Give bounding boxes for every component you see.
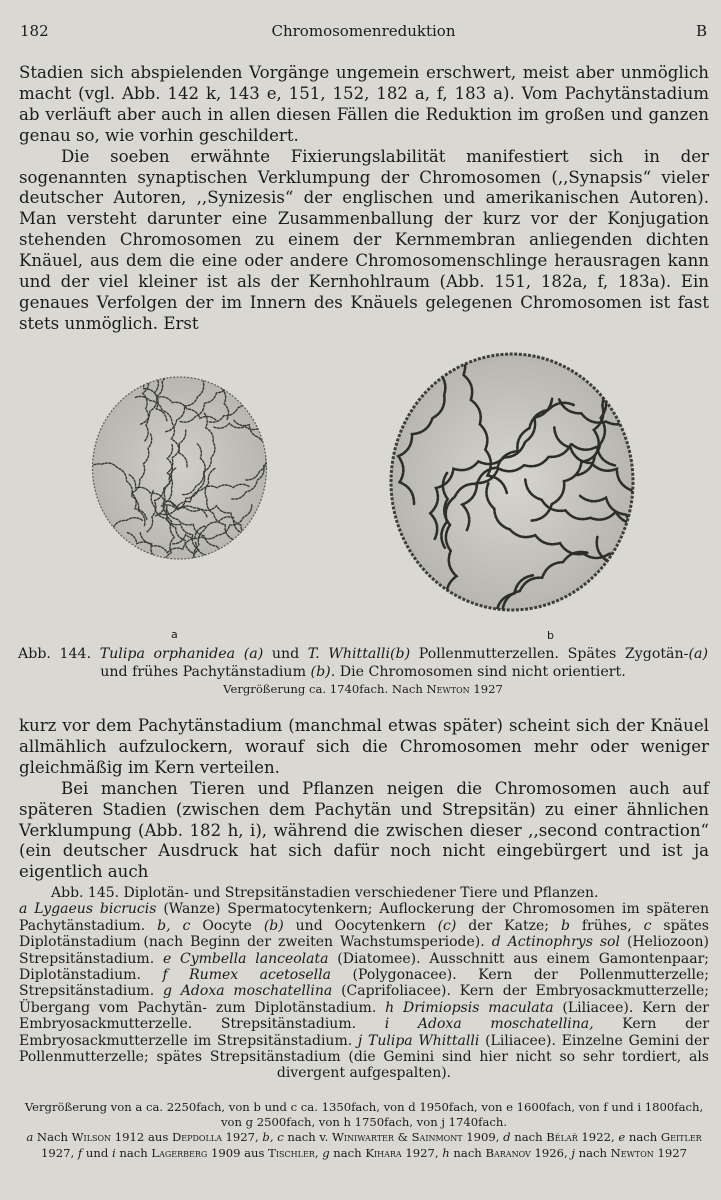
text-run: der Katze;: [456, 917, 561, 934]
text-run: und: [82, 1145, 112, 1160]
text-run: 1912 aus: [111, 1130, 172, 1145]
panel-mark: (a): [243, 646, 264, 662]
author-name: Depdolla: [171, 1130, 222, 1145]
text-run: 1926,: [530, 1145, 572, 1160]
text-run: (Caprifoliacee). Kern der Embryosackmutterzelle; Übergang vom Pachytän- zum Diplotänstadium.: [19, 983, 710, 1016]
caption-text: Pollenmutterzellen. Spätes Zygotän-: [418, 646, 689, 662]
italic-run: j: [571, 1145, 575, 1160]
body-text-top: [19, 63, 709, 335]
italic-run: a: [26, 1130, 34, 1145]
author-name: Baranov: [485, 1145, 531, 1160]
figure-145-credits: [19, 1100, 709, 1161]
page-header: [20, 22, 707, 44]
italic-run: a Lygaeus bicrucis: [19, 901, 157, 918]
author-name: Bělař: [546, 1130, 578, 1145]
italic-run: (c): [437, 917, 457, 934]
caption-body: [19, 901, 709, 1081]
italic-run: b, c: [262, 1130, 284, 1145]
caption-text: und frühes Pachytänstadium: [100, 663, 307, 680]
text-run: nach: [115, 1145, 152, 1160]
figure-label-b: b: [547, 629, 554, 642]
italic-run: b: [560, 917, 570, 934]
text-run: 1927: [653, 1145, 687, 1160]
caption-credit: Vergrößerung ca. 1740fach. Nach: [223, 682, 423, 696]
micrograph-b: [386, 349, 638, 615]
author-name: Lagerberg: [151, 1145, 208, 1160]
text-run: und Oocytenkern: [283, 917, 438, 934]
text-run: frühes,: [569, 917, 644, 934]
italic-run: b, c: [157, 917, 191, 934]
text-run: 1927,: [221, 1130, 263, 1145]
text-run: (Heliozoon) Strepsitänstadium.: [19, 934, 709, 967]
text-run: 1909 aus: [207, 1145, 269, 1160]
italic-run: f Rumex acetosella: [162, 967, 331, 984]
micrograph-a: [89, 374, 270, 562]
italic-run: i Adoxa moschatellina,: [384, 1016, 594, 1033]
italic-run: g: [322, 1145, 330, 1160]
caption-author: Newton: [426, 682, 470, 696]
italic-run: h Drimiopsis maculata: [385, 999, 554, 1016]
italic-run: (b): [263, 917, 284, 934]
caption-year: 1927: [473, 682, 503, 696]
italic-run: d: [503, 1130, 511, 1145]
text-run: (Polygonacee). Kern der Pollenmutterzelle; Strepsitänstadium.: [19, 967, 709, 1000]
author-name: Kihara: [365, 1145, 402, 1160]
italic-run: i: [111, 1145, 116, 1160]
italic-run: e Cymbella lanceolata: [162, 950, 329, 967]
italic-run: d Actinophrys sol: [491, 934, 620, 951]
paragraph: Stadien sich abspielenden Vorgänge ungemein erschwert, meist aber unmöglich macht (vgl. Abb. 142 k, 143 e, 151, 152, 182 a, f, 183 a). Vom Pachytänstadium ab verläuft aber auch in allen diesen Fällen die Reduktion im großen und ganzen genau so, wie vorhin geschildert.: [19, 63, 709, 145]
species-name: Tulipa orphanidea: [99, 646, 236, 662]
text-run: (Diatomee). Ausschnitt aus einem Gamontenpaar; Diplotänstadium.: [19, 950, 709, 984]
author-name: Wilson: [71, 1130, 112, 1145]
italic-run: c: [643, 917, 652, 934]
author-name: Winiwarter & Sainmont: [331, 1130, 463, 1145]
italic-run: f: [77, 1145, 83, 1160]
caption-text: Die Chromosomen sind nicht orientiert.: [339, 663, 626, 680]
italic-run: e: [618, 1130, 626, 1145]
figure-label-a: a: [171, 628, 178, 641]
italic-run: h: [442, 1145, 450, 1160]
caption-text: und: [271, 646, 300, 662]
text-run: 1927,: [401, 1145, 443, 1160]
paragraph: Bei manchen Tieren und Pflanzen neigen die Chromosomen auch auf späteren Stadien (zwischen dem Pachytän und Strepsitän) zu einer ähnlichen Verklumpung (Abb. 182 h, i), während die zwischen dieser ,,second contraction“ (ein deutscher Ausdruck hat sich dafür noch nicht eingebürgert und ist ja eigentlich auch: [19, 778, 709, 882]
text-run: nach: [510, 1130, 547, 1145]
text-run: nach: [625, 1130, 661, 1145]
text-run: Oocyte: [190, 917, 264, 934]
body-text-middle: [19, 716, 709, 883]
text-run: Kern der Embryosackmutterzelle im Strepsitänstadium.: [19, 1016, 710, 1049]
text-run: ,: [314, 1145, 323, 1160]
caption-title: Abb. 145. Diplotän- und Strepsitänstadien verschiedener Tiere und Pflanzen.: [51, 885, 599, 901]
page-number: 182: [20, 22, 49, 40]
author-name: Geitler: [660, 1130, 702, 1145]
figure-144-caption: [18, 646, 708, 698]
magnification-note: Vergrößerung von a ca. 2250fach, von b und c ca. 1350fach, von d 1950fach, von e 1600fach, von f und i 1800fach, von g 2500fach, von h 1750fach, von j 1740fach.: [24, 1100, 704, 1130]
text-run: spätes Diplotänstadium (nach Beginn der zweiten Wachstumsperiode).: [19, 917, 709, 951]
text-run: nach: [449, 1145, 486, 1160]
author-name: Newton: [610, 1145, 654, 1160]
text-run: 1909,: [462, 1130, 504, 1145]
text-run: nach: [574, 1145, 611, 1160]
paragraph: kurz vor dem Pachytänstadium (manchmal etwas später) scheint sich der Knäuel allmählich aufzulockern, worauf sich die Chromosomen mehr oder weniger gleichmäßig im Kern verteilen.: [19, 716, 709, 777]
caption-number: Abb. 144.: [18, 646, 92, 662]
text-run: (Liliacee). Kern der Embryosackmutterzelle. Strepsitänstadium.: [19, 999, 710, 1033]
italic-run: g Adoxa moschatellina: [163, 983, 333, 1000]
source-note: [19, 1130, 709, 1160]
text-run: 1927,: [41, 1145, 78, 1160]
text-run: 1922,: [577, 1130, 619, 1145]
text-run: Nach: [33, 1130, 72, 1145]
figure-144: [0, 342, 721, 642]
panel-mark: (a): [688, 646, 708, 662]
species-name: T. Whittalli: [307, 646, 391, 662]
panel-mark: (b): [390, 646, 411, 662]
running-title: Chromosomenreduktion: [271, 22, 456, 40]
text-run: (Wanze) Spermatocytenkern; Auflockerung der Chromosomen im späteren Pachytänstadium.: [19, 901, 709, 934]
paragraph: Die soeben erwähnte Fixierungslabilität manifestiert sich in der sogenannten synaptischen Verklumpung der Chromosomen (,,Synapsis“ vieler deutscher Autoren, ,,Synizesis“ der englischen und amerikanischen Autoren). Man versteht darunter eine Zusammenballung der kurz vor der Konjugation stehenden Chromosomen zu einem der Kernmembran anliegenden dichten Knäuel, aus dem die eine oder andere Chromosomenschlinge herausragen kann und der viel kleiner ist als der Kernhohlraum (Abb. 151, 182a, f, 183a). Ein genaues Verfolgen der im Innern des Knäuels gelegenen Chromosomen ist fast stets unmöglich. Erst: [19, 146, 709, 333]
text-run: nach v.: [283, 1130, 332, 1145]
author-name: Tischler: [268, 1145, 315, 1160]
panel-mark: (b).: [310, 663, 336, 680]
text-run: (Liliacee). Einzelne Gemini der Pollenmutterzelle; spätes Strepsitänstadium (die Gemini sind hier nicht so sehr tordiert, als divergent aufgespalten).: [19, 1032, 709, 1082]
section-signature: B: [695, 22, 707, 40]
figure-145-caption: [19, 885, 709, 1082]
text-run: nach: [329, 1145, 366, 1160]
italic-run: j Tulipa Whittalli: [357, 1032, 480, 1049]
